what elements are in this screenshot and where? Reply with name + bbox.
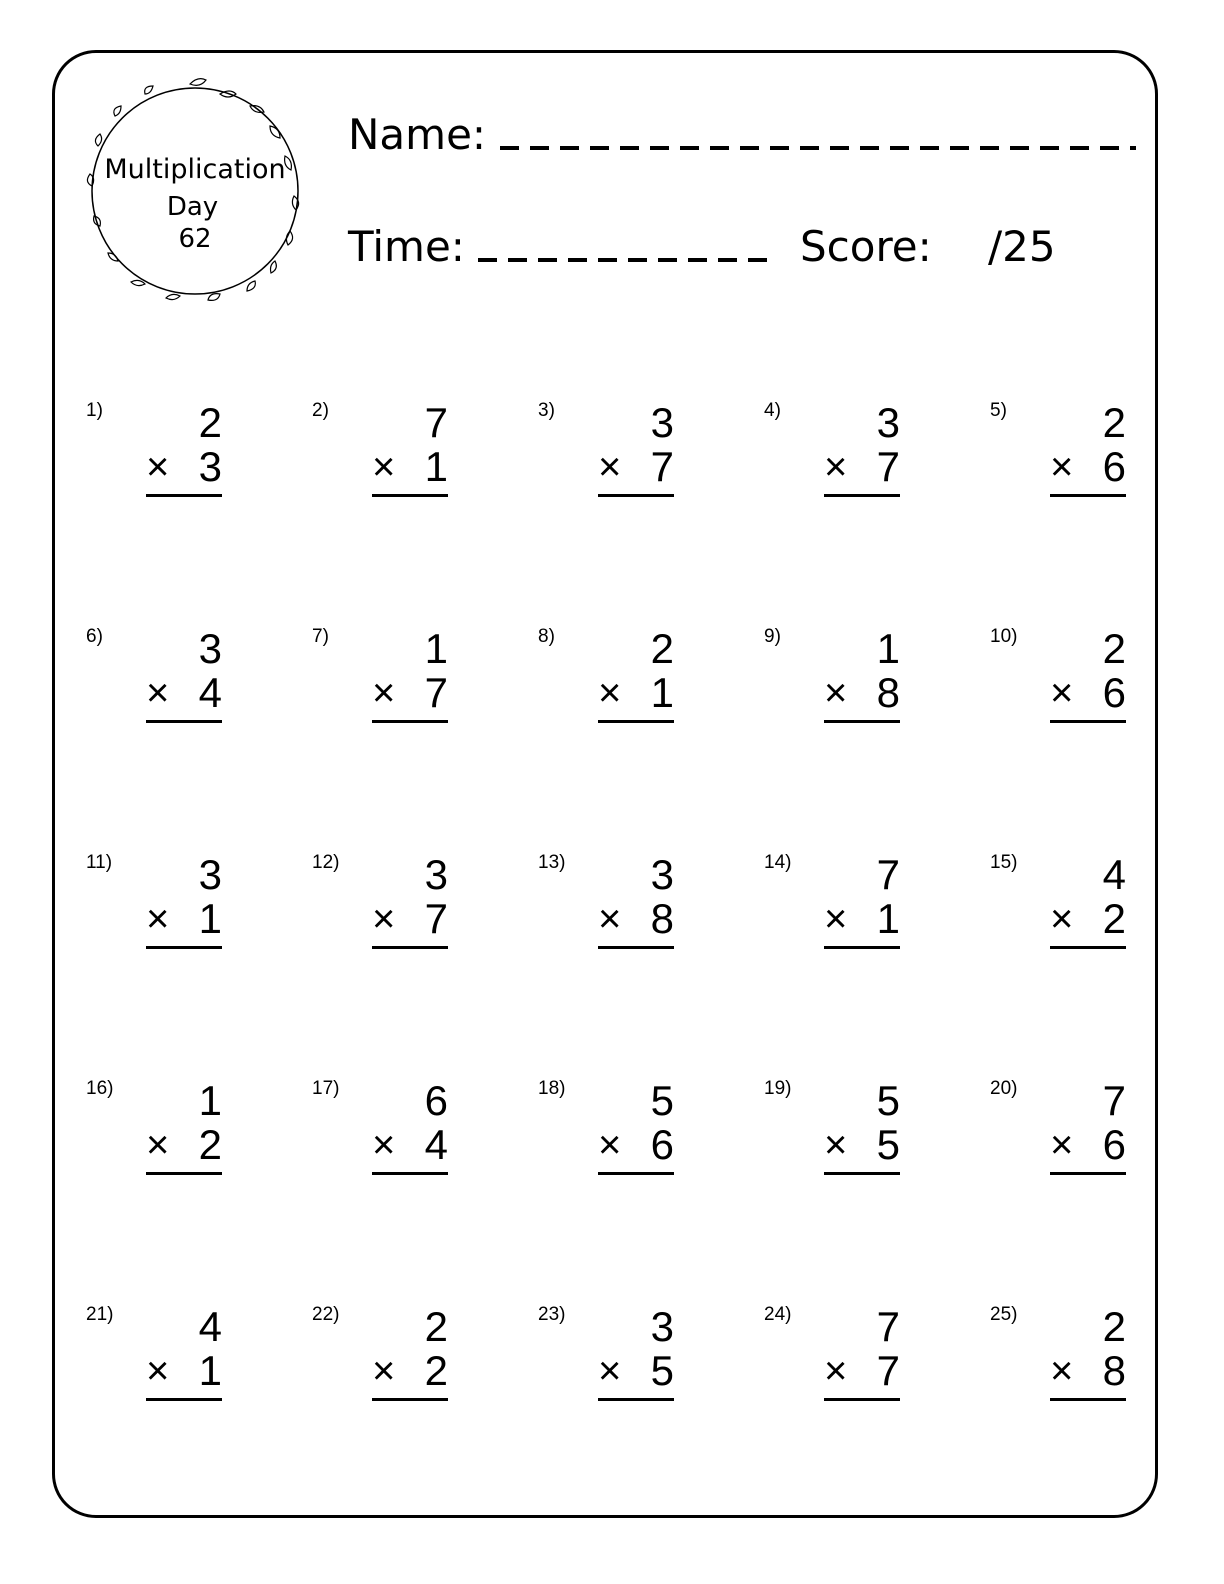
answer-line [824,494,900,497]
multiplicand: 3 [198,625,222,672]
problem-4 [764,400,990,550]
times-sign: × [598,897,622,941]
times-sign: × [146,671,170,715]
problem-15 [990,852,1216,1002]
title-badge [70,66,320,316]
problem-21 [86,1304,312,1454]
problem-number: 25) [990,1304,1018,1325]
multiplier: 6 [650,1121,674,1168]
problem-stack [372,626,448,726]
problem-stack [146,852,222,952]
problem-number: 24) [764,1304,792,1325]
multiplicand: 3 [876,399,900,446]
problem-number: 20) [990,1078,1018,1099]
problem-number: 21) [86,1304,114,1325]
problem-stack [146,1304,222,1404]
multiplier: 3 [198,443,222,490]
problem-number: 8) [538,626,555,647]
problem-stack [824,852,900,952]
answer-line [372,1398,448,1401]
score-total: /25 [988,222,1056,271]
multiplicand: 3 [650,851,674,898]
score-label: Score: [800,222,932,271]
answer-line [824,720,900,723]
problem-24 [764,1304,990,1454]
problem-stack [598,400,674,500]
multiplier: 7 [650,443,674,490]
multiplicand: 3 [424,851,448,898]
problem-number: 6) [86,626,103,647]
times-sign: × [146,1123,170,1167]
multiplier: 4 [424,1121,448,1168]
worksheet-title: Multiplication [104,154,286,185]
times-sign: × [598,671,622,715]
times-sign: × [372,445,396,489]
problem-number: 11) [86,852,113,873]
times-sign: × [1050,445,1074,489]
problem-stack [372,1078,448,1178]
problem-number: 13) [538,852,566,873]
problem-number: 16) [86,1078,114,1099]
times-sign: × [146,897,170,941]
problem-stack [1050,1078,1126,1178]
day-label: Day [166,192,219,222]
multiplicand: 2 [1102,399,1126,446]
problem-9 [764,626,990,776]
answer-line [372,494,448,497]
multiplier: 8 [1102,1347,1126,1394]
problem-10 [990,626,1216,776]
answer-line [146,494,222,497]
problem-stack [824,1078,900,1178]
answer-line [1050,1398,1126,1401]
multiplicand: 2 [1102,1303,1126,1350]
multiplicand: 5 [650,1077,674,1124]
problem-1 [86,400,312,550]
multiplicand: 1 [876,625,900,672]
problem-number: 7) [312,626,329,647]
problem-number: 12) [312,852,340,873]
multiplicand: 7 [424,399,448,446]
problem-number: 3) [538,400,555,421]
multiplicand: 4 [198,1303,222,1350]
multiplicand: 2 [1102,625,1126,672]
answer-line [1050,1172,1126,1175]
multiplier: 7 [876,443,900,490]
problem-stack [372,400,448,500]
answer-line [598,494,674,497]
multiplier: 6 [1102,669,1126,716]
times-sign: × [146,1349,170,1393]
problem-22 [312,1304,538,1454]
problem-stack [372,852,448,952]
multiplier: 7 [424,669,448,716]
answer-line [372,1172,448,1175]
problem-stack [372,1304,448,1404]
multiplier: 6 [1102,1121,1126,1168]
problem-number: 5) [990,400,1007,421]
times-sign: × [824,897,848,941]
multiplicand: 7 [876,1303,900,1350]
multiplier: 1 [198,895,222,942]
problem-11 [86,852,312,1002]
problem-25 [990,1304,1216,1454]
multiplicand: 2 [424,1303,448,1350]
problem-stack [824,626,900,726]
times-sign: × [1050,1123,1074,1167]
multiplicand: 7 [876,851,900,898]
time-label: Time: [348,222,465,271]
problem-stack [146,626,222,726]
problem-16 [86,1078,312,1228]
problem-stack [146,1078,222,1178]
multiplier: 2 [1102,895,1126,942]
multiplicand: 3 [650,1303,674,1350]
multiplicand: 7 [1102,1077,1126,1124]
times-sign: × [598,1123,622,1167]
problem-stack [1050,1304,1126,1404]
multiplier: 5 [650,1347,674,1394]
problem-7 [312,626,538,776]
problem-19 [764,1078,990,1228]
times-sign: × [598,1349,622,1393]
problem-number: 23) [538,1304,566,1325]
times-sign: × [824,671,848,715]
time-field[interactable] [478,258,778,262]
problem-stack [1050,626,1126,726]
answer-line [824,1398,900,1401]
multiplicand: 1 [424,625,448,672]
leaf-wreath-icon [70,66,320,316]
problem-number: 4) [764,400,781,421]
multiplier: 6 [1102,443,1126,490]
problem-number: 22) [312,1304,340,1325]
problem-stack [824,400,900,500]
answer-line [598,720,674,723]
times-sign: × [372,1123,396,1167]
problem-number: 14) [764,852,792,873]
times-sign: × [824,445,848,489]
multiplier: 8 [650,895,674,942]
multiplier: 1 [198,1347,222,1394]
answer-line [146,1172,222,1175]
times-sign: × [1050,897,1074,941]
times-sign: × [824,1123,848,1167]
multiplicand: 5 [876,1077,900,1124]
name-field[interactable] [500,146,1136,150]
multiplicand: 3 [198,851,222,898]
answer-line [824,1172,900,1175]
problem-stack [824,1304,900,1404]
problem-8 [538,626,764,776]
problem-stack [1050,400,1126,500]
problem-20 [990,1078,1216,1228]
name-label: Name: [348,110,487,159]
multiplicand: 1 [198,1077,222,1124]
times-sign: × [372,897,396,941]
answer-line [146,720,222,723]
answer-line [1050,494,1126,497]
problem-number: 19) [764,1078,792,1099]
problem-number: 15) [990,852,1018,873]
times-sign: × [824,1349,848,1393]
problem-18 [538,1078,764,1228]
multiplier: 1 [650,669,674,716]
multiplicand: 3 [650,399,674,446]
times-sign: × [146,445,170,489]
problem-number: 9) [764,626,781,647]
day-number: 62 [178,224,212,254]
multiplier: 7 [876,1347,900,1394]
answer-line [372,720,448,723]
multiplicand: 6 [424,1077,448,1124]
problem-23 [538,1304,764,1454]
problem-number: 2) [312,400,329,421]
answer-line [1050,946,1126,949]
problem-6 [86,626,312,776]
multiplicand: 2 [198,399,222,446]
multiplier: 1 [424,443,448,490]
problem-stack [598,1304,674,1404]
multiplier: 8 [876,669,900,716]
multiplicand: 4 [1102,851,1126,898]
problem-13 [538,852,764,1002]
answer-line [598,1398,674,1401]
problem-stack [598,1078,674,1178]
problem-stack [598,626,674,726]
problem-12 [312,852,538,1002]
problem-5 [990,400,1216,550]
multiplier: 5 [876,1121,900,1168]
problem-stack [1050,852,1126,952]
answer-line [1050,720,1126,723]
times-sign: × [372,671,396,715]
problem-number: 18) [538,1078,566,1099]
problem-number: 1) [86,400,103,421]
multiplier: 1 [876,895,900,942]
answer-line [824,946,900,949]
problem-stack [146,400,222,500]
answer-line [146,946,222,949]
answer-line [146,1398,222,1401]
multiplicand: 2 [650,625,674,672]
problem-stack [598,852,674,952]
multiplier: 2 [424,1347,448,1394]
times-sign: × [372,1349,396,1393]
problem-3 [538,400,764,550]
multiplier: 2 [198,1121,222,1168]
problem-2 [312,400,538,550]
problem-number: 10) [990,626,1018,647]
problem-14 [764,852,990,1002]
multiplier: 4 [198,669,222,716]
problem-17 [312,1078,538,1228]
times-sign: × [598,445,622,489]
answer-line [598,946,674,949]
multiplier: 7 [424,895,448,942]
times-sign: × [1050,671,1074,715]
answer-line [372,946,448,949]
answer-line [598,1172,674,1175]
times-sign: × [1050,1349,1074,1393]
problem-number: 17) [312,1078,340,1099]
